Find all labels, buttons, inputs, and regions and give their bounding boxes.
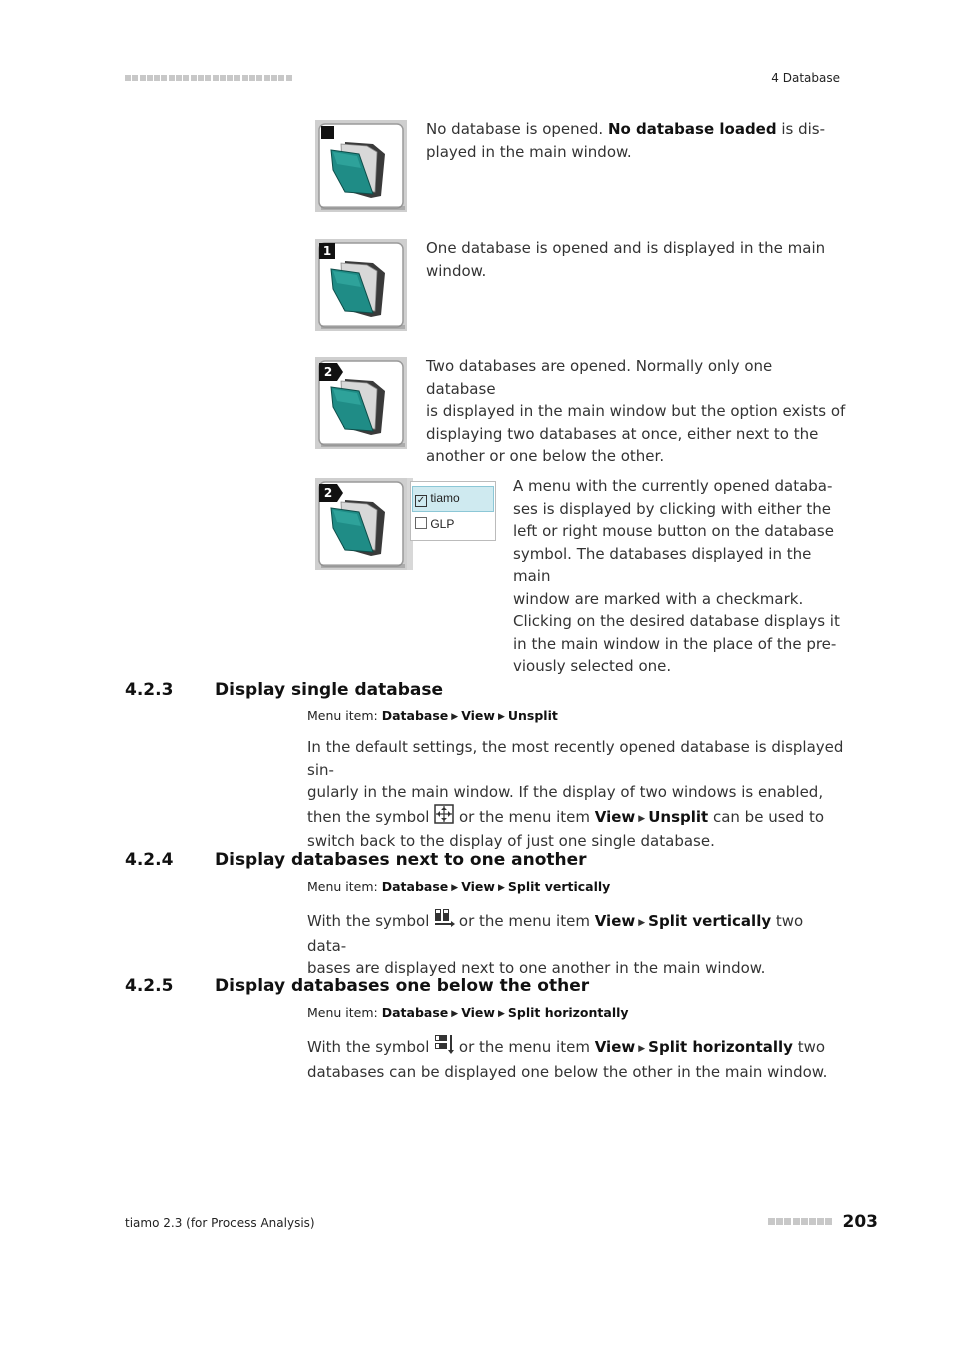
item-3-description: Two databases are opened. Normally only one database is displayed in the main window but the option exists of displaying two databases at once, either next to the another or one below the other. [426,357,846,465]
badge-number: 1 [319,243,335,259]
database-two-open-icon [315,357,407,449]
section-heading-4-2-4: 4.2.4 Display databases next to one another [125,850,587,870]
menu-path-4-2-5: Menu item: Database ▶ View ▶ Split horizontally [307,1005,629,1020]
split-horizontally-icon [434,1034,454,1054]
item-2-description: One database is opened and is displayed in the main window. [426,239,826,280]
database-one-open-icon [315,239,407,331]
database-menu-icon [315,478,407,570]
checkbox-unchecked-icon [415,517,427,529]
footer-product: tiamo 2.3 (for Process Analysis) [125,1216,315,1230]
section-4-2-4-body: With the symbol or the menu item View ▶ Split vertically two data- bases are displayed next to one another in the main window. [307,908,847,980]
section-4-2-5-body: With the symbol or the menu item View ▶ Split horizontally two databases can be displayed one below the other in the main window. [307,1034,847,1083]
header-decoration [125,74,293,83]
footer-page-number: 203 [768,1212,878,1232]
split-vertically-icon [434,908,454,928]
badge-number: 2 [323,486,333,500]
section-heading-4-2-3: 4.2.3 Display single database [125,680,444,700]
menu-item-tiamo[interactable]: ✓ tiamo [416,491,460,506]
section-heading-4-2-5: 4.2.5 Display databases one below the other [125,976,590,996]
badge-number: 2 [323,365,333,379]
menu-path-4-2-4: Menu item: Database ▶ View ▶ Split vertically [307,879,611,894]
unsplit-icon [434,804,454,824]
menu-item-glp[interactable]: GLP [415,517,454,531]
item-4-description: A menu with the currently opened databa- ses is displayed by clicking with either the left or right mouse button on the database symbol. The databases displayed in the main window are marked with a checkmark. Clicking on the desired database displays it in the main window in the place of the pre- viously selected one. [513,477,840,675]
database-closed-icon [315,120,407,212]
item-1-description: No database is opened. No database loaded is dis- played in the main window. [426,120,826,161]
database-menu-popup [410,481,496,541]
section-4-2-3-body: In the default settings, the most recently opened database is displayed sin- gularly in the main window. If the display of two windows is enabled, then the symbol or the menu item View ▶ Unsplit can be used to switch back to the display of just one single database. [307,738,844,850]
menu-path-4-2-3: Menu item: Database ▶ View ▶ Unsplit [307,708,558,723]
checkbox-checked-icon: ✓ [416,495,426,506]
header-section-title: 4 Database [771,71,840,85]
